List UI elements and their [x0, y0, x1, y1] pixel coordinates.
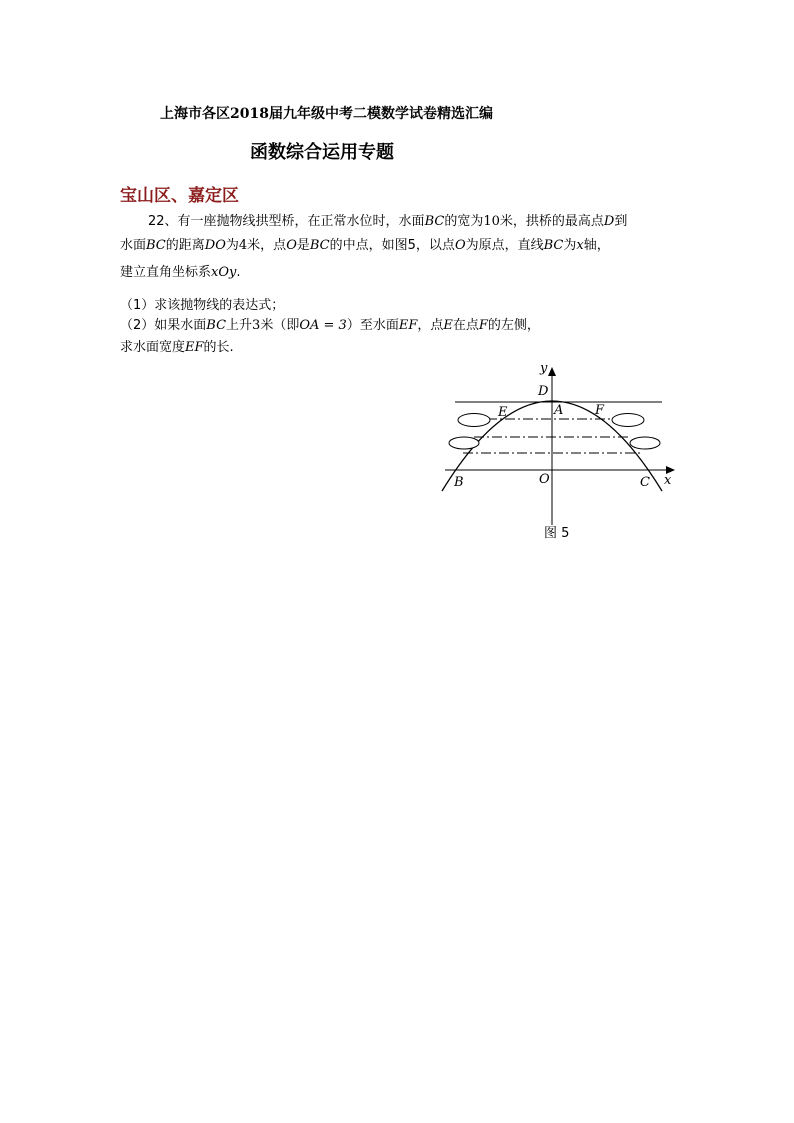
text-segment: 为原点，直线: [465, 238, 544, 253]
text-segment: 米（即: [260, 318, 300, 333]
text-segment: 的距离: [165, 238, 205, 253]
problem-line-1: [148, 212, 627, 232]
math-d: D: [603, 214, 615, 229]
question-2: [120, 316, 540, 336]
text-segment: 的中点，如图: [329, 238, 408, 253]
y-axis-arrow: [548, 367, 556, 376]
pier-right-lower: [630, 437, 660, 449]
text-segment: 为: [225, 238, 239, 253]
math-oa-eq: OA = 3: [299, 318, 347, 333]
text-segment: 水面: [120, 238, 147, 253]
math-xoy: xOy: [211, 265, 237, 280]
math-bc: BC: [309, 238, 330, 253]
pier-left-upper: [458, 414, 490, 427]
problem-line-3: [120, 263, 241, 283]
document-title: 上海市各区2018届九年级中考二模数学试卷精选汇编: [160, 106, 493, 122]
text-segment: 的长.: [203, 340, 234, 355]
label-y: y: [540, 361, 548, 376]
text-segment: 上升: [226, 318, 253, 333]
text-segment: ，以点: [415, 238, 455, 253]
math-o: O: [286, 238, 297, 253]
math-bc: BC: [543, 238, 564, 253]
value-width: 10: [483, 214, 500, 229]
math-f: F: [478, 318, 488, 333]
text-segment: 到: [614, 214, 628, 229]
label-f: F: [595, 403, 605, 418]
bridge-figure: [430, 355, 690, 545]
document-subtitle: 函数综合运用专题: [250, 142, 394, 163]
label-e: E: [498, 405, 508, 420]
text-segment: 是: [296, 238, 310, 253]
value-rise: 3: [252, 318, 261, 333]
text-segment: 有一座抛物线拱型桥，在正常水位时，水面: [177, 214, 425, 229]
math-o: O: [454, 238, 466, 253]
math-do: DO: [204, 238, 226, 253]
label-d: D: [538, 384, 549, 399]
math-bc: BC: [424, 214, 445, 229]
math-bc: BC: [206, 318, 227, 333]
figure-number: 5: [407, 238, 416, 253]
text-segment: 求水面宽度: [120, 340, 186, 355]
label-b: B: [454, 475, 464, 490]
math-bc: BC: [146, 238, 166, 253]
question-2-continued: [120, 338, 234, 358]
math-ef: EF: [398, 318, 418, 333]
pier-right-upper: [612, 414, 644, 427]
text-segment: 轴，: [583, 238, 610, 253]
problem-number: 22、: [148, 214, 178, 229]
text-segment: （2）如果水面: [120, 318, 207, 333]
pier-left-lower: [449, 437, 479, 449]
problem-line-2: [120, 236, 610, 256]
text-segment: .: [236, 265, 241, 280]
section-heading: 宝山区、嘉定区: [120, 186, 239, 206]
text-segment: ）至水面: [346, 318, 399, 333]
math-x: x: [576, 238, 584, 253]
text-segment: 为: [563, 238, 577, 253]
label-c: C: [640, 475, 650, 490]
text-segment: 在点: [452, 318, 479, 333]
math-ef: EF: [185, 340, 204, 355]
math-e: E: [443, 318, 453, 333]
text-segment: 米，拱桥的最高点: [499, 214, 604, 229]
value-height: 4: [238, 238, 248, 253]
text-segment: 建立直角坐标系: [120, 265, 212, 280]
figure-caption: 图 5: [544, 526, 570, 541]
text-segment: 的宽为: [444, 214, 484, 229]
question-1: （1）求该抛物线的表达式；: [120, 298, 285, 313]
label-a: A: [554, 403, 564, 418]
text-segment: 米，点: [247, 238, 287, 253]
label-o: O: [539, 472, 550, 487]
bridge-diagram: [430, 355, 690, 545]
label-x: x: [664, 473, 672, 488]
text-segment: ，点: [417, 318, 444, 333]
text-segment: 的左侧，: [487, 318, 540, 333]
